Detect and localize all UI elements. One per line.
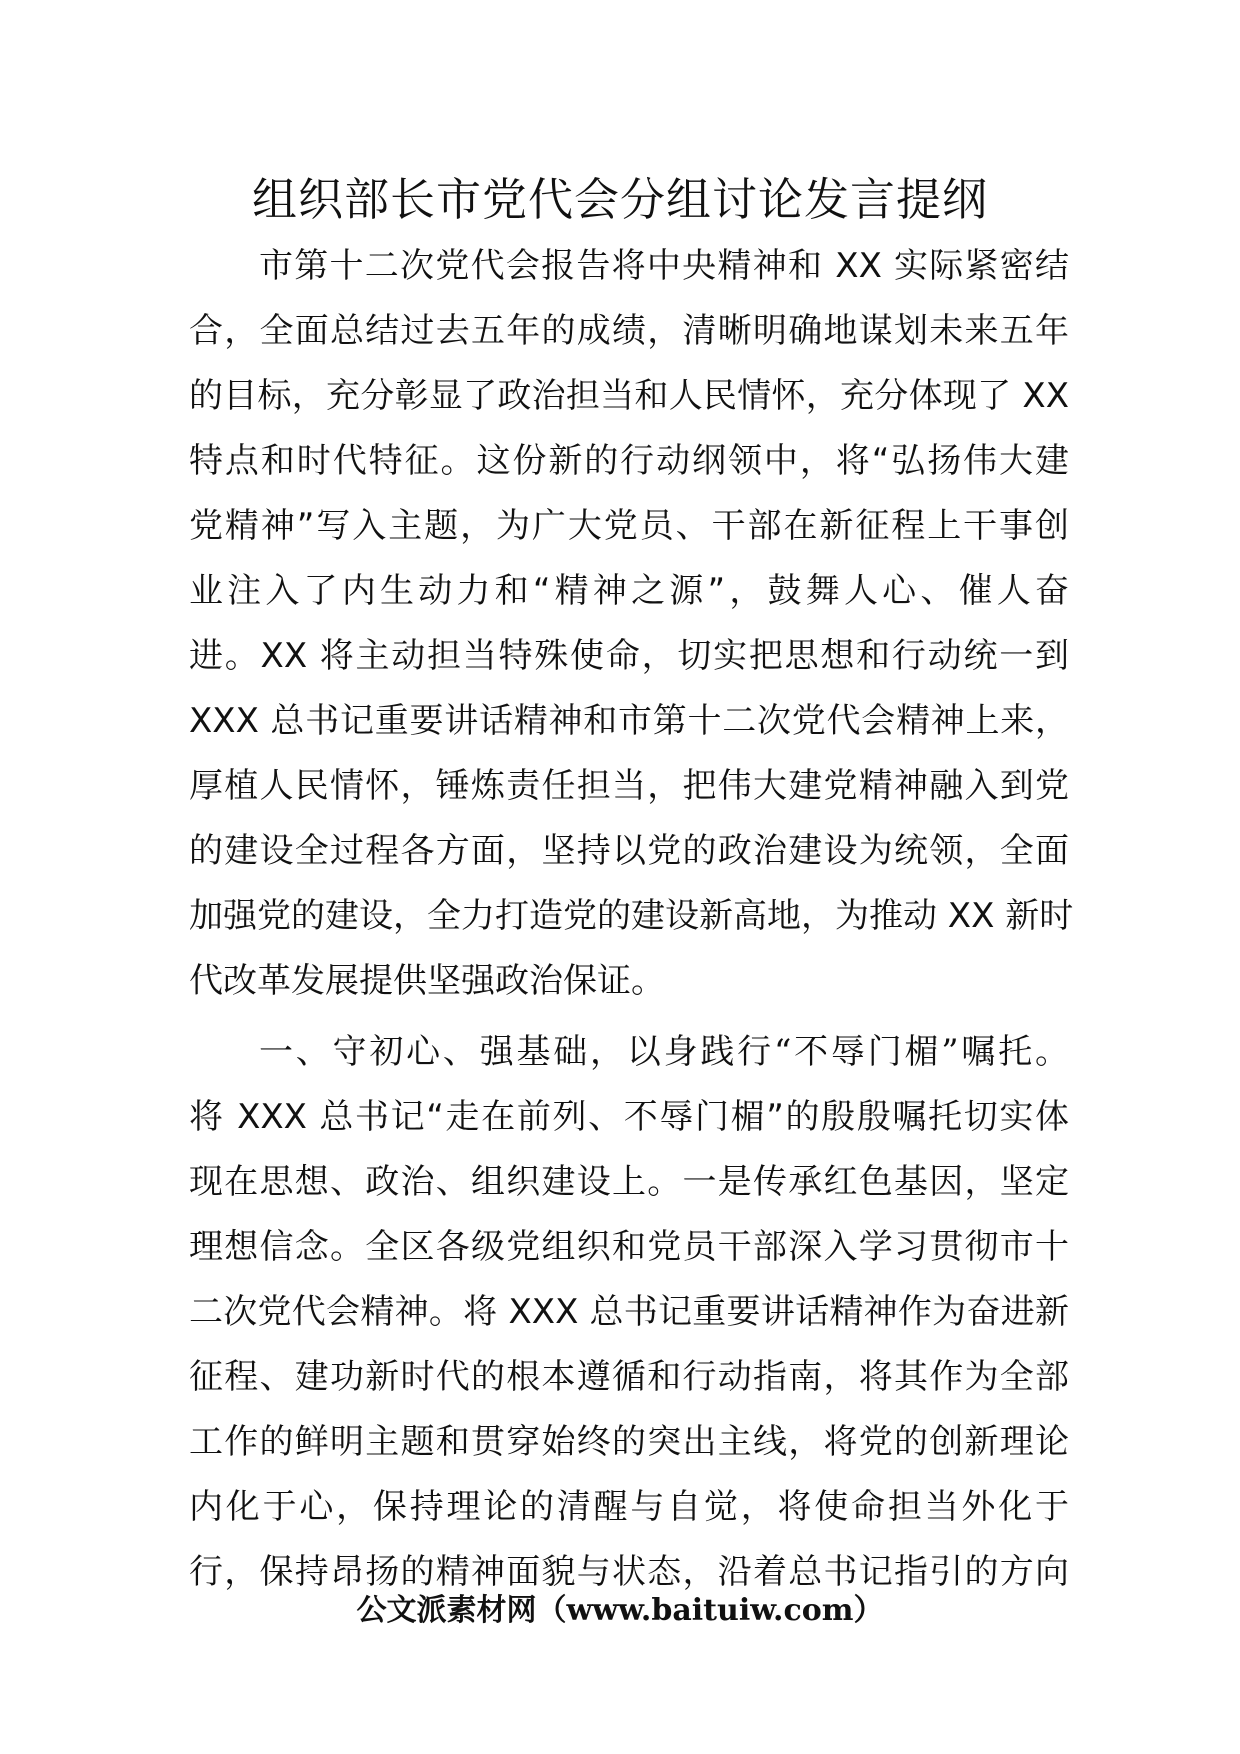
text-line: 行，保持昂扬的精神面貌与状态，沿着总书记指引的方向 xyxy=(189,1552,1069,1592)
text-line: 二次党代会精神。将 XXX 总书记重要讲话精神作为奋进新 xyxy=(189,1292,1069,1332)
footer-watermark: 公文派素材网（www.baituiw.com） xyxy=(356,1593,884,1628)
document-title: 组织部长市党代会分组讨论发言提纲 xyxy=(251,173,988,226)
text-line: 进。XX 将主动担当特殊使命，切实把思想和行动统一到 xyxy=(189,636,1069,676)
document-body xyxy=(189,234,1074,1605)
text-line: 厚植人民情怀，锤炼责任担当，把伟大建党精神融入到党 xyxy=(189,766,1069,806)
text-line: 工作的鲜明主题和贯穿始终的突出主线，将党的创新理论 xyxy=(189,1422,1069,1462)
text-line: 市第十二次党代会报告将中央精神和 XX 实际紧密结 xyxy=(259,246,1069,286)
text-line: 合，全面总结过去五年的成绩，清晰明确地谋划未来五年 xyxy=(189,311,1069,351)
text-line: 的建设全过程各方面，坚持以党的政治建设为统领，全面 xyxy=(189,831,1069,871)
text-line: 加强党的建设，全力打造党的建设新高地，为推动 XX 新时 xyxy=(189,896,1074,936)
text-line: 理想信念。全区各级党组织和党员干部深入学习贯彻市十 xyxy=(189,1227,1069,1267)
text-line: XXX 总书记重要讲话精神和市第十二次党代会精神上来， xyxy=(189,701,1069,741)
text-line: 特点和时代特征。这份新的行动纲领中，将“弘扬伟大建 xyxy=(189,441,1069,481)
text-line: 将 XXX 总书记“走在前列、不辱门楣”的殷殷嘱托切实体 xyxy=(189,1097,1069,1137)
section-heading: 一、守初心、强基础，以身践行“不辱门楣”嘱托。 xyxy=(259,1032,1069,1072)
text-line: 代改革发展提供坚强政治保证。 xyxy=(189,961,665,1001)
text-line: 党精神”写入主题，为广大党员、干部在新征程上干事创 xyxy=(189,506,1069,546)
section-1 xyxy=(189,1020,1069,1605)
text-line: 的目标，充分彰显了政治担当和人民情怀，充分体现了 XX xyxy=(189,376,1069,416)
paragraph-intro xyxy=(189,234,1074,1014)
text-line: 征程、建功新时代的根本遵循和行动指南，将其作为全部 xyxy=(189,1357,1069,1397)
text-line: 现在思想、政治、组织建设上。一是传承红色基因，坚定 xyxy=(189,1162,1069,1202)
text-line: 内化于心，保持理论的清醒与自觉，将使命担当外化于 xyxy=(189,1487,1069,1527)
text-line: 业注入了内生动力和“精神之源”，鼓舞人心、催人奋 xyxy=(189,571,1069,611)
